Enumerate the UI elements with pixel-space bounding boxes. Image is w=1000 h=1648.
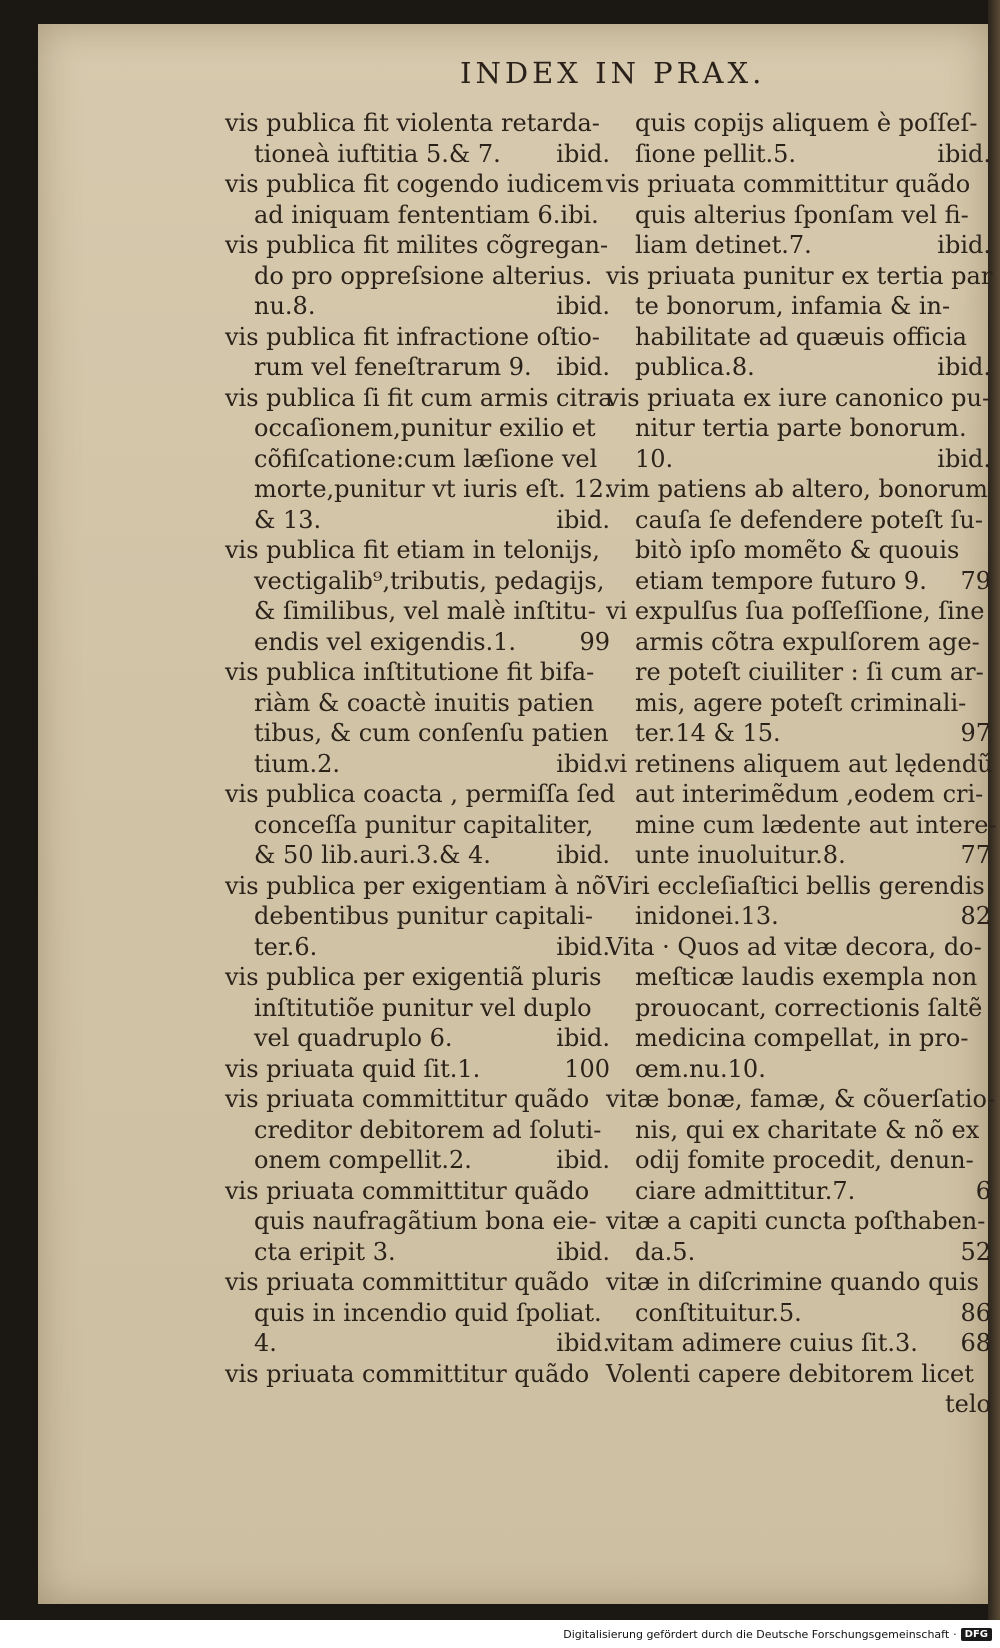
index-entry-line xyxy=(606,200,991,231)
entry-text: telo xyxy=(945,1390,991,1418)
entry-text: bitò ipſo momẽto & quouis xyxy=(635,536,960,564)
page-reference: ibid. xyxy=(556,505,610,534)
entry-text: Viri eccleſiaſtici bellis gerendis xyxy=(606,871,985,900)
entry-text: 4. xyxy=(254,1329,277,1357)
page-reference: ibid. xyxy=(556,353,610,381)
index-entry-start xyxy=(225,1084,610,1115)
index-entry-line xyxy=(225,444,610,475)
entry-text: tium.2. xyxy=(254,749,341,778)
entry-text: vis publica ſi fit cum armis citra xyxy=(225,383,613,412)
entry-text: armis cõtra expulſorem age- xyxy=(635,627,980,656)
index-entry-line xyxy=(225,1328,610,1359)
entry-text: vis publica coacta , permiſſa ſed xyxy=(225,780,616,808)
index-entry-line xyxy=(606,627,991,658)
index-entry-line xyxy=(606,505,991,536)
page-reference: ibid. xyxy=(556,1146,610,1174)
entry-text: tibus, & cum conſenſu patien xyxy=(254,719,609,747)
entry-text: endis vel exigendis.1. xyxy=(254,627,517,656)
index-entry-line xyxy=(606,413,991,444)
page-reference: ibid. xyxy=(556,932,610,961)
index-column-left xyxy=(225,108,616,1389)
index-entry-line xyxy=(225,505,610,536)
entry-text: vis publica inſtitutione fit bifa- xyxy=(225,658,595,686)
entry-text: te bonorum, infamia & in- xyxy=(635,292,951,320)
index-entry-line xyxy=(606,840,991,871)
entry-text: liam detinet.7. xyxy=(635,231,812,259)
page-reference: ibid. xyxy=(556,1237,610,1266)
index-entry-line xyxy=(225,749,610,780)
index-entry-line xyxy=(606,901,991,932)
entry-text: vis publica fit etiam in telonijs, xyxy=(225,536,600,564)
entry-text: occaſionem,punitur exilio et xyxy=(254,414,596,442)
entry-text: quis in incendio quid ſpoliat. xyxy=(254,1298,602,1327)
entry-text: vis priuata committitur quãdo xyxy=(225,1359,590,1388)
index-entry-line xyxy=(606,1237,991,1268)
entry-text: 10. xyxy=(635,444,674,473)
entry-text: ad iniquam fententiam 6.ibi. xyxy=(254,200,599,229)
entry-text: ciare admittitur.7. xyxy=(635,1176,856,1205)
entry-text: vis priuata quid ſit.1. xyxy=(225,1054,481,1083)
entry-text: vis priuata committitur quãdo xyxy=(606,170,971,198)
index-entry-line xyxy=(606,1023,991,1054)
entry-text: vis publica fit violenta retarda- xyxy=(225,109,600,137)
index-entry-start xyxy=(225,1267,610,1298)
dfg-logo: DFG xyxy=(961,1628,992,1641)
index-entry-line xyxy=(606,352,991,383)
entry-text: vectigalib⁹,tributis, pedagijs, xyxy=(254,566,605,595)
page-reference: ibid. xyxy=(937,231,991,259)
index-entry-line xyxy=(606,535,991,566)
index-entry-start xyxy=(225,1054,610,1085)
entry-text: do pro oppreſsione alterius. xyxy=(254,261,593,290)
entry-text: ter.6. xyxy=(254,932,318,961)
index-entry-line xyxy=(225,352,610,383)
entry-text: aut interimẽdum ,eodem cri- xyxy=(635,780,984,808)
entry-text: nu.8. xyxy=(254,292,316,320)
entry-text: & 50 lib.auri.3.& 4. xyxy=(254,841,491,869)
index-entry-line xyxy=(606,688,991,719)
entry-text: inidonei.13. xyxy=(635,902,779,930)
page-reference: ibid. xyxy=(556,1024,610,1052)
index-entry-start xyxy=(606,1328,991,1359)
index-entry-line xyxy=(225,993,610,1024)
index-entry-line xyxy=(606,139,991,170)
page-reference: ibid. xyxy=(937,353,991,381)
index-entry-line xyxy=(606,230,991,261)
index-entry-line xyxy=(225,718,610,749)
entry-text: etiam tempore futuro 9. xyxy=(635,566,927,595)
index-entry-start xyxy=(225,1176,610,1207)
index-entry-line xyxy=(225,1115,610,1146)
index-column-right xyxy=(606,108,997,1420)
entry-text: vis priuata ex iure canonico pu- xyxy=(606,383,991,412)
entry-text: unte inuoluitur.8. xyxy=(635,841,846,869)
index-entry-start xyxy=(225,169,610,200)
index-entry-line xyxy=(606,810,997,841)
entry-text: vi retinens aliquem aut lędendũ xyxy=(606,749,993,778)
entry-text: riàm & coactè inuitis patien xyxy=(254,688,595,717)
entry-text: vis publica per exigentiã pluris xyxy=(225,963,602,991)
index-entry-start xyxy=(606,474,991,505)
index-entry-line xyxy=(225,627,610,658)
entry-text: vis priuata committitur quãdo xyxy=(225,1176,590,1205)
index-entry-line xyxy=(606,322,991,353)
entry-text: cõfiſcatione:cum læſione vel xyxy=(254,444,598,473)
index-entry-line xyxy=(225,413,610,444)
page-reference: ibid. xyxy=(937,139,991,168)
entry-text: publica.8. xyxy=(635,353,755,381)
entry-text: rum vel feneſtrarum 9. xyxy=(254,353,532,381)
page-reference: 52 xyxy=(960,1237,991,1266)
index-entry-start xyxy=(606,932,991,963)
entry-text: cauſa ſe defendere poteſt ſu- xyxy=(635,505,983,534)
entry-text: onem compellit.2. xyxy=(254,1146,472,1174)
index-entry-start xyxy=(606,1359,991,1390)
entry-text: vitæ a capiti cuncta poſthaben- xyxy=(606,1207,986,1235)
page-reference: 86 xyxy=(960,1298,991,1327)
index-entry-line xyxy=(225,810,610,841)
index-entry-start xyxy=(606,1206,991,1237)
entry-text: mine cum lædente aut intere- xyxy=(635,810,997,839)
entry-text: conceſſa punitur capitaliter, xyxy=(254,810,594,839)
entry-text: cta eripit 3. xyxy=(254,1237,396,1266)
index-entry-line xyxy=(225,688,610,719)
index-entry-line xyxy=(225,1298,610,1329)
index-entry-line xyxy=(606,962,991,993)
page-reference: 100 xyxy=(564,1054,610,1083)
digitization-credit: Digitalisierung gefördert durch die Deutsche Forschungsgemeinschaft · DFG xyxy=(563,1628,992,1641)
index-entry-start xyxy=(606,169,991,200)
page-reference: ibid. xyxy=(556,292,610,320)
index-entry-start xyxy=(606,1267,991,1298)
index-entry-start xyxy=(225,1359,610,1390)
index-entry-line xyxy=(225,840,610,871)
index-entry-line xyxy=(225,1206,610,1237)
index-entry-line xyxy=(225,596,610,627)
entry-text: nis, qui ex charitate & nõ ex xyxy=(635,1115,980,1144)
index-entry-line xyxy=(606,291,991,322)
page-reference: 99 xyxy=(579,627,610,656)
page-reference: ibid. xyxy=(556,139,610,168)
index-entry-start xyxy=(225,962,610,993)
page-reference: 68 xyxy=(960,1329,991,1357)
index-entry-start xyxy=(606,261,991,292)
entry-text: creditor debitorem ad ſoluti- xyxy=(254,1115,602,1144)
entry-text: vitæ in diſcrimine quando quis xyxy=(606,1268,979,1296)
entry-text: inſtitutiõe punitur vel duplo xyxy=(254,993,592,1022)
entry-text: vis priuata punitur ex tertia par xyxy=(606,261,993,290)
index-entry-line xyxy=(606,779,991,810)
entry-text: debentibus punitur capitali- xyxy=(254,902,594,930)
entry-text: re poteſt ciuiliter : ſi cum ar- xyxy=(635,658,984,686)
index-entry-line xyxy=(606,1115,991,1146)
page-reference: ibid. xyxy=(937,444,991,473)
index-entry-start xyxy=(225,230,610,261)
entry-text: conſtituitur.5. xyxy=(635,1298,802,1327)
index-entry-start xyxy=(225,535,610,566)
entry-text: vel quadruplo 6. xyxy=(254,1024,453,1052)
page-reference: ibid. xyxy=(556,841,610,869)
index-entry-line xyxy=(606,444,991,475)
page-reference: 77 xyxy=(960,841,991,869)
index-entry-line xyxy=(606,1145,991,1176)
entry-text: Volenti capere debitorem licet xyxy=(606,1359,974,1388)
entry-text: morte,punitur vt iuris eſt. 12. xyxy=(254,475,612,503)
entry-text: tioneà iuftitia 5.& 7. xyxy=(254,139,501,168)
index-entry-line xyxy=(225,474,610,505)
entry-text: meſticæ laudis exempla non xyxy=(635,963,978,991)
entry-text: vis publica fit cogendo iudicem xyxy=(225,170,604,198)
index-entry-line xyxy=(606,1389,991,1420)
entry-text: & ſimilibus, vel malè inſtitu- xyxy=(254,597,596,625)
entry-text: prouocant, correctionis ſaltẽ xyxy=(635,993,983,1022)
entry-text: da.5. xyxy=(635,1237,696,1266)
page-reference: ibid. xyxy=(556,1329,610,1357)
entry-text: ſione pellit.5. xyxy=(635,139,797,168)
index-entry-line xyxy=(225,139,610,170)
index-entry-line xyxy=(606,993,991,1024)
index-entry-line xyxy=(606,566,991,597)
index-entry-line xyxy=(225,291,610,322)
index-entry-line xyxy=(225,932,610,963)
index-entry-line xyxy=(606,657,991,688)
credit-text: Digitalisierung gefördert durch die Deutsche Forschungsgemeinschaft xyxy=(563,1628,950,1641)
index-entry-start xyxy=(606,596,991,627)
entry-text: Vita · Quos ad vitæ decora, do- xyxy=(606,932,982,961)
index-entry-start xyxy=(225,871,610,902)
entry-text: vis publica fit infractione oſtio- xyxy=(225,322,600,351)
index-entry-line xyxy=(606,108,991,139)
entry-text: quis naufragãtium bona eie- xyxy=(254,1207,597,1235)
entry-text: ter.14 & 15. xyxy=(635,719,781,747)
index-entry-start xyxy=(225,383,613,414)
entry-text: medicina compellat, in pro- xyxy=(635,1024,969,1052)
entry-text: vis priuata committitur quãdo xyxy=(225,1268,590,1296)
index-entry-line xyxy=(225,566,610,597)
index-entry-line xyxy=(606,1176,991,1207)
page-reference: 82 xyxy=(960,902,991,930)
entry-text: odij fomite procedit, denun- xyxy=(635,1146,974,1174)
index-entry-line xyxy=(225,1145,610,1176)
index-entry-line xyxy=(606,1054,991,1085)
entry-text: habilitate ad quæuis officia xyxy=(635,322,967,351)
page-reference: ibid. xyxy=(556,749,610,778)
entry-text: vi expulſus ſua poſſeſſione, ſine xyxy=(606,597,985,625)
entry-text: quis copijs aliquem è poſſeſ- xyxy=(635,109,978,137)
running-header: INDEX IN PRAX. xyxy=(460,56,766,90)
entry-text: vitæ bonæ, famæ, & cõuerſatio- xyxy=(606,1085,996,1113)
index-entry-line xyxy=(225,1237,610,1268)
index-entry-start xyxy=(606,749,991,780)
index-entry-start xyxy=(606,383,991,414)
page-reference: 97 xyxy=(960,719,991,747)
entry-text: œm.nu.10. xyxy=(635,1054,766,1083)
entry-text: vis publica per exigentiam à nõ xyxy=(225,871,607,900)
index-entry-line xyxy=(606,1298,991,1329)
index-entry-start xyxy=(606,871,991,902)
index-entry-line xyxy=(225,1023,610,1054)
entry-text: vis publica fit milites cõgregan- xyxy=(225,231,609,259)
entry-text: mis, agere poteſt criminali- xyxy=(635,688,967,717)
index-entry-start xyxy=(225,779,616,810)
entry-text: & 13. xyxy=(254,505,322,534)
index-entry-start xyxy=(225,322,610,353)
index-entry-line xyxy=(225,261,610,292)
page-reference: 6 xyxy=(975,1176,991,1205)
entry-text: vim patiens ab altero, bonorum xyxy=(606,475,988,503)
entry-text: vis priuata committitur quãdo xyxy=(225,1085,590,1113)
index-entry-line xyxy=(225,200,610,231)
index-entry-line xyxy=(225,901,610,932)
index-entry-start xyxy=(225,657,610,688)
index-entry-line xyxy=(606,718,991,749)
entry-text: nitur tertia parte bonorum. xyxy=(635,414,967,442)
entry-text: quis alterius ſponſam vel fi- xyxy=(635,200,969,229)
index-entry-start xyxy=(606,1084,996,1115)
page-reference: 79 xyxy=(960,566,991,595)
index-entry-start xyxy=(225,108,610,139)
entry-text: vitam adimere cuius ſit.3. xyxy=(606,1329,918,1357)
